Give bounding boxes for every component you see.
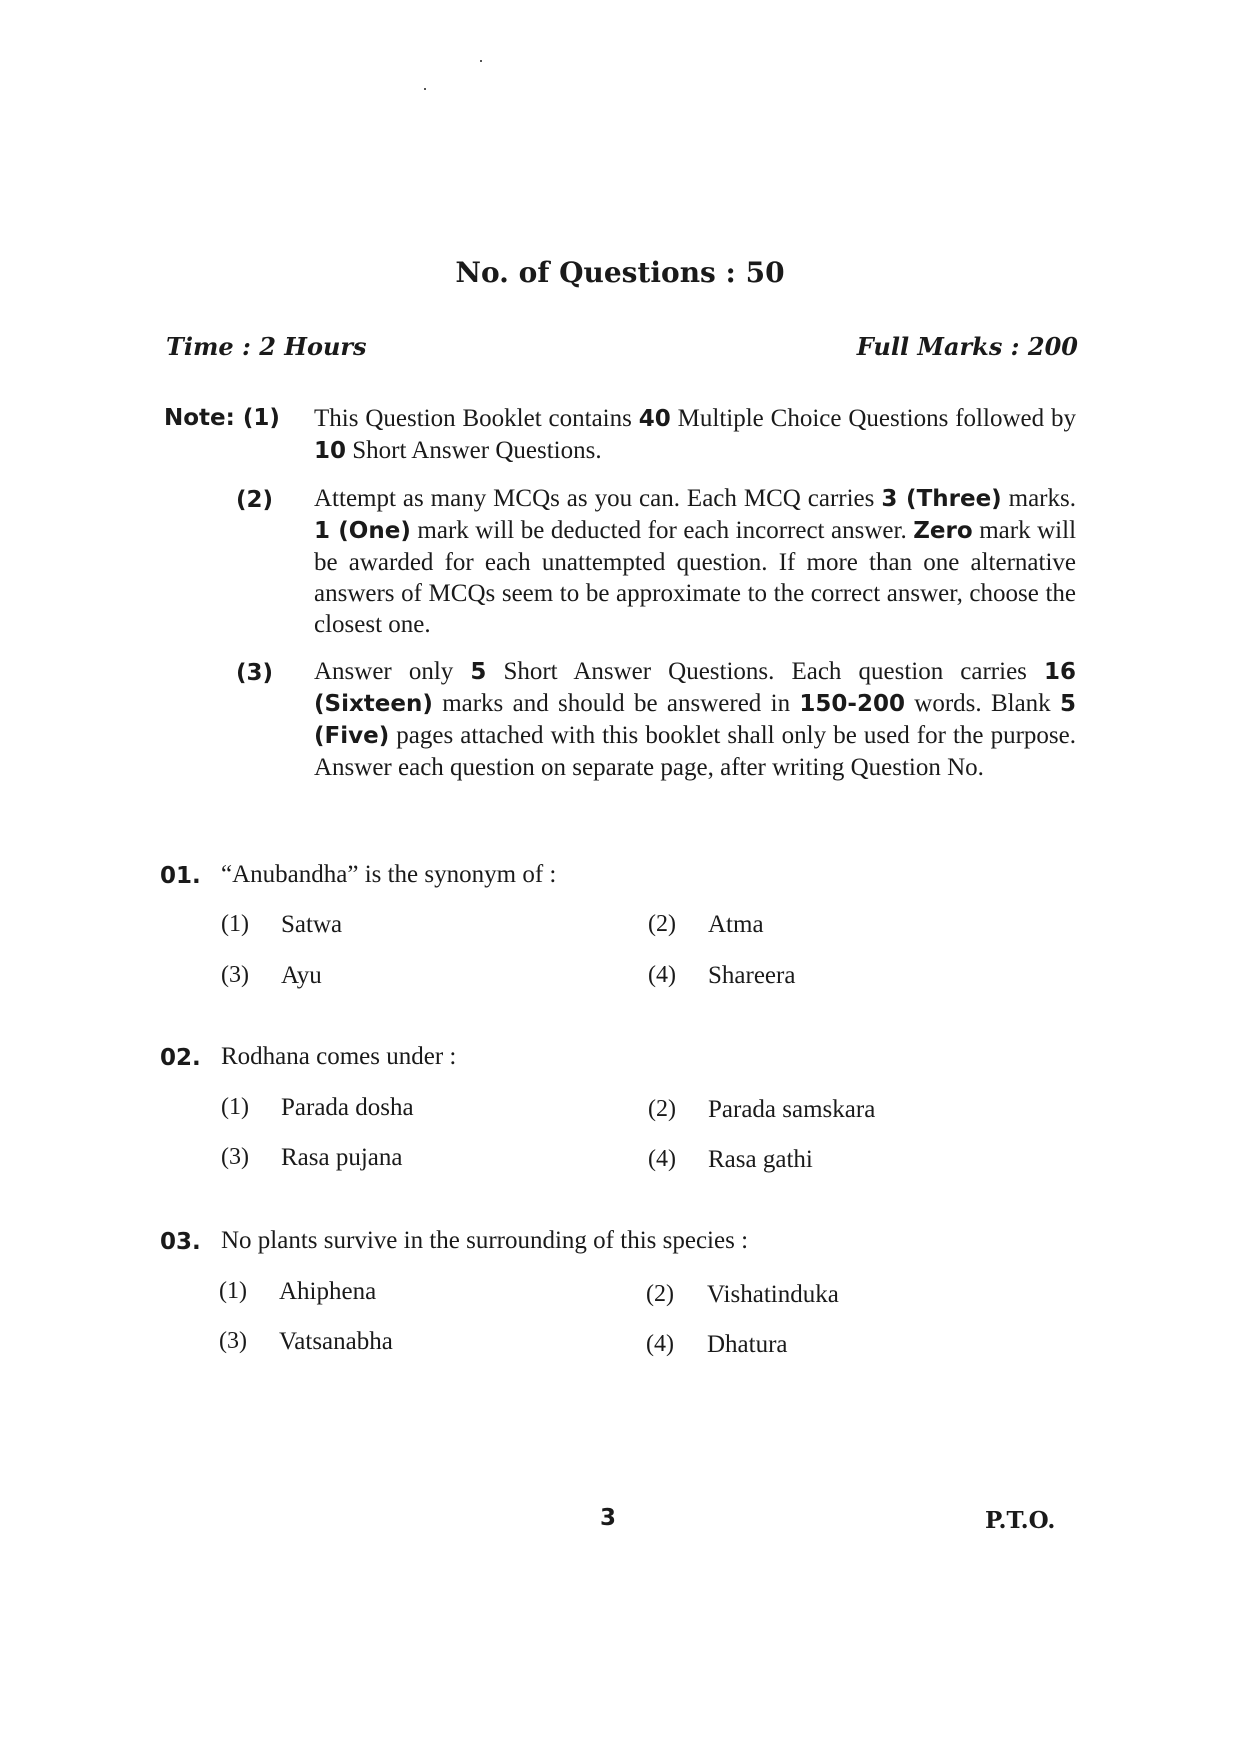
question-text: “Anubandha” is the synonym of : (221, 861, 557, 888)
option-text: Vishatinduka (707, 1281, 839, 1308)
scan-speck (424, 88, 426, 90)
option-text: Parada dosha (281, 1094, 414, 1121)
note-2: Attempt as many MCQs as you can. Each MCQ carries 3 (Three) marks. 1 (One) mark will be deducted for each incorrect answer. Zero mark will be awarded for each unattempted question. If more than one alternative answers of MCQs seem to be approximate to the correct answer, choose the closest one. (314, 485, 1077, 638)
question-text: Rodhana comes under : (221, 1043, 457, 1070)
option-number: (4) (646, 1331, 674, 1357)
option-text: Shareera (708, 962, 796, 989)
question-number: 02. (160, 1045, 201, 1071)
option-text: Dhatura (707, 1331, 788, 1358)
page-title: No. of Questions : 50 (455, 256, 785, 289)
note-label: Note: (1) (164, 405, 280, 431)
scan-speck (480, 60, 482, 62)
page-number: 3 (600, 1505, 617, 1531)
option-number: (3) (219, 1328, 247, 1354)
option-text: Ahiphena (279, 1278, 377, 1305)
question-number: 03. (160, 1229, 201, 1255)
question-number: 01. (160, 863, 201, 889)
full-marks: Full Marks : 200 (856, 332, 1078, 361)
option-text: Ayu (281, 962, 322, 989)
option-text: Atma (708, 911, 764, 938)
option-number: (2) (646, 1281, 674, 1307)
note-3: Answer only 5 Short Answer Questions. Each question carries 16 (Sixteen) marks and should be answered in 150-200 words. Blank 5 (Five) pages attached with this booklet shall only be used for the purpose. Answer each question on separate page, after writing Question No. (314, 658, 1077, 781)
option-number: (1) (221, 911, 249, 937)
option-number: (1) (221, 1094, 249, 1120)
option-number: (4) (648, 1146, 676, 1172)
note-1: This Question Booklet contains 40 Multiple Choice Questions followed by 10 Short Answer Questions. (314, 405, 1076, 464)
note-number: (2) (236, 487, 274, 513)
note-number: (1) (242, 405, 280, 431)
option-text: Rasa gathi (708, 1146, 813, 1173)
option-text: Rasa pujana (281, 1144, 403, 1171)
option-number: (1) (219, 1278, 247, 1304)
pto-label: P.T.O. (985, 1507, 1056, 1534)
option-number: (4) (648, 962, 676, 988)
option-number: (2) (648, 1096, 676, 1122)
option-number: (3) (221, 1144, 249, 1170)
option-number: (2) (648, 911, 676, 937)
option-text: Vatsanabha (279, 1328, 393, 1355)
note-number: (3) (236, 660, 274, 686)
option-text: Parada samskara (708, 1096, 876, 1123)
question-text: No plants survive in the surrounding of this species : (221, 1227, 749, 1254)
option-text: Satwa (281, 911, 343, 938)
option-number: (3) (221, 962, 249, 988)
time-allowed: Time : 2 Hours (166, 332, 367, 361)
